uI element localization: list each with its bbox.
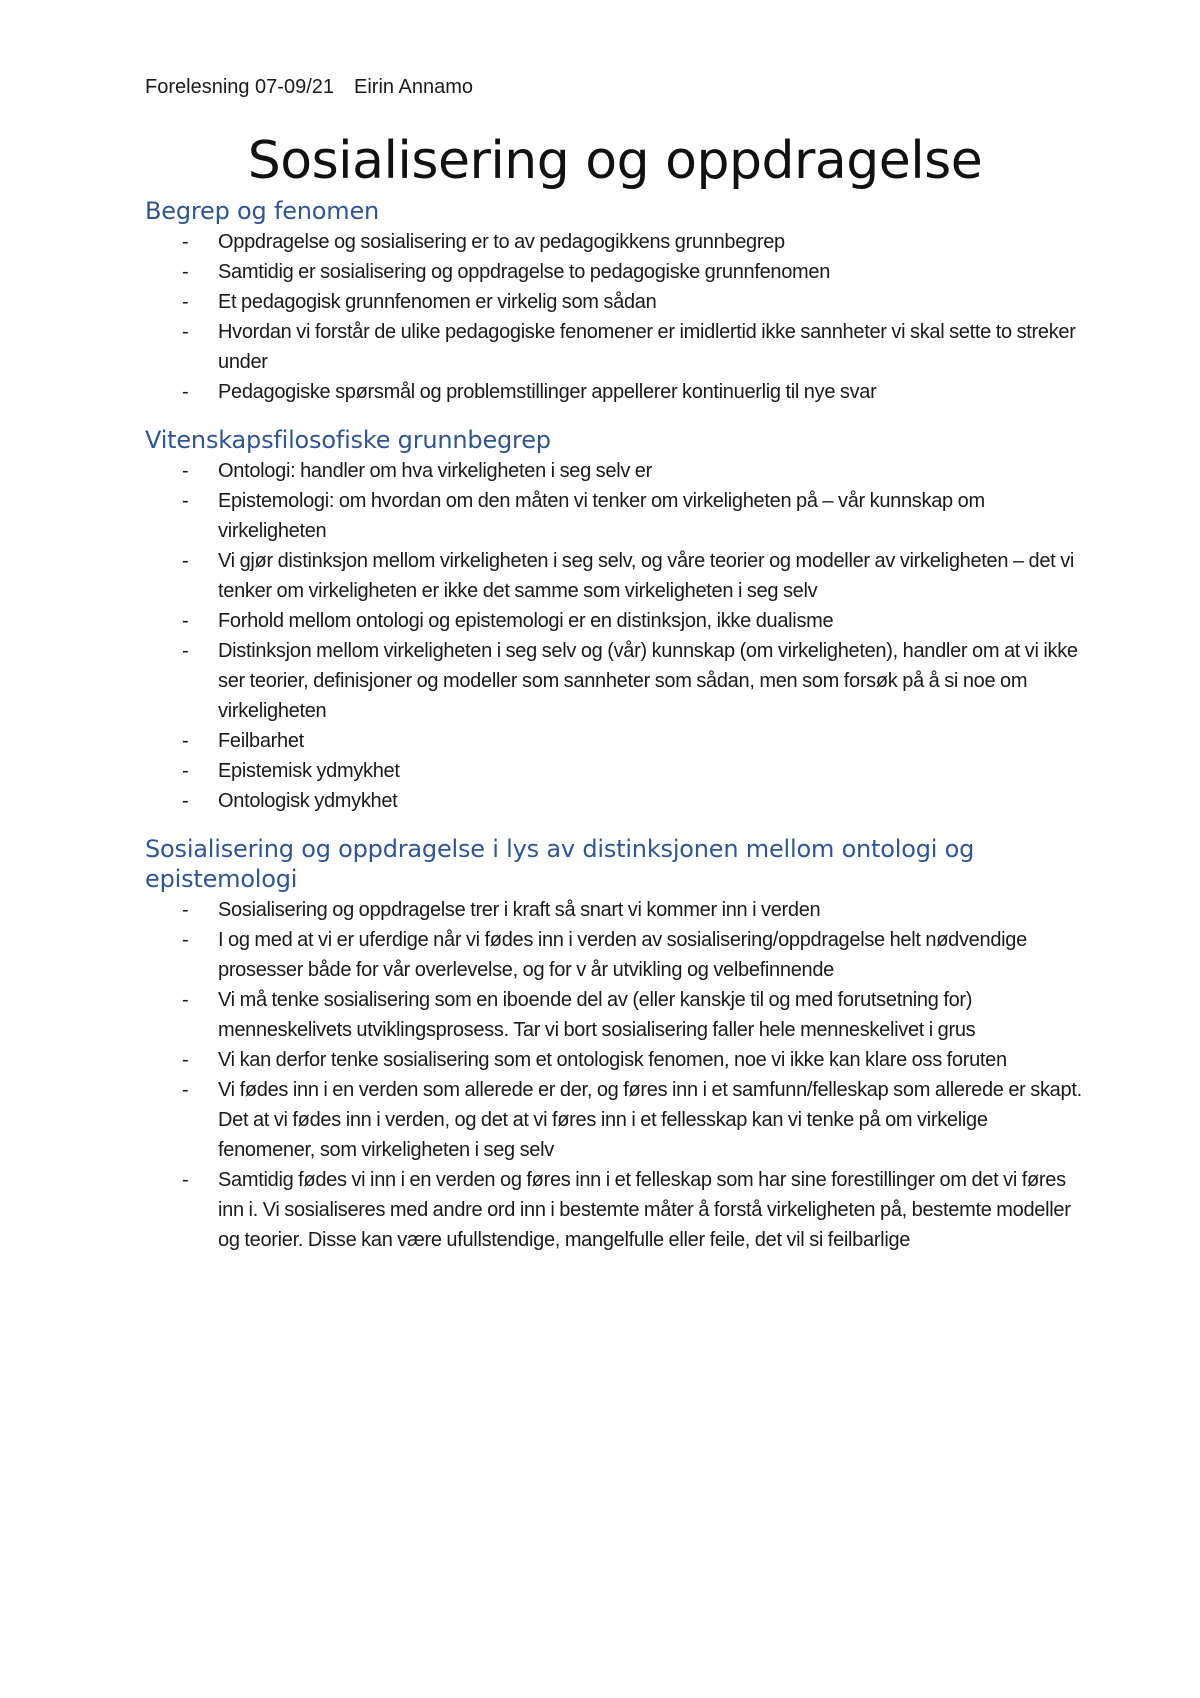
- list-item: [145, 486, 1085, 546]
- bullet-dash: -: [182, 291, 189, 313]
- list-item-text: Samtidig fødes vi inn i en verden og føres inn i et felleskap som har sine forestillinger om det vi føres inn i. Vi sosialiseres med andre ord inn i bestemte måter å forstå virkeligheten på, bestemte modeller og teorier. Disse kan være ufullstendige, mangelfulle eller feile, det vil si feilbarlige: [218, 1169, 1071, 1251]
- bullet-dash: -: [182, 381, 189, 403]
- list-item-text: Vi gjør distinksjon mellom virkeligheten i seg selv, og våre teorier og modeller av virkeligheten – det vi tenker om virkeligheten er ikke det samme som virkeligheten i seg selv: [218, 550, 1075, 602]
- bullet-list: [145, 895, 1085, 1255]
- page-header: [145, 72, 1085, 102]
- list-item: [145, 1165, 1085, 1255]
- section-begrep-og-fenomen: [145, 196, 1085, 407]
- bullet-dash: -: [182, 1049, 189, 1071]
- list-item-text: Samtidig er sosialisering og oppdragelse to pedagogiske grunnfenomen: [218, 261, 831, 283]
- section-vitenskapsfilosofiske-grunnbegrep: [145, 425, 1085, 816]
- list-item: [145, 1045, 1085, 1075]
- bullet-list: [145, 227, 1085, 407]
- bullet-list: [145, 456, 1085, 816]
- list-item: [145, 606, 1085, 636]
- list-item-text: Vi fødes inn i en verden som allerede er der, og føres inn i et samfunn/felleskap som allerede er skapt. Det at vi fødes inn i verden, og det at vi føres inn i et fellesskap kan vi tenke på om virkelige fenomener, som virkeligheten i seg selv: [218, 1079, 1082, 1161]
- bullet-dash: -: [182, 989, 189, 1011]
- document-title: Sosialisering og oppdragelse: [247, 131, 983, 191]
- list-item: [145, 636, 1085, 726]
- list-item: [145, 317, 1085, 377]
- list-item: [145, 756, 1085, 786]
- list-item: [145, 895, 1085, 925]
- list-item-text: Forhold mellom ontologi og epistemologi er en distinksjon, ikke dualisme: [218, 610, 834, 632]
- bullet-dash: -: [182, 899, 189, 921]
- bullet-dash: -: [182, 321, 189, 343]
- author-name: Eirin Annamo: [354, 76, 473, 98]
- list-item-text: Et pedagogisk grunnfenomen er virkelig som sådan: [218, 291, 657, 313]
- list-item-text: Hvordan vi forstår de ulike pedagogiske fenomener er imidlertid ikke sannheter vi skal sette to streker under: [218, 321, 1076, 373]
- list-item-text: Vi kan derfor tenke sosialisering som et ontologisk fenomen, noe vi ikke kan klare oss foruten: [218, 1049, 1007, 1071]
- list-item: [145, 985, 1085, 1045]
- bullet-dash: -: [182, 261, 189, 283]
- list-item: [145, 287, 1085, 317]
- list-item-text: I og med at vi er uferdige når vi fødes inn i verden av sosialisering/oppdragelse helt nødvendige prosesser både for vår overlevelse, og for v år utvikling og velbefinnende: [218, 929, 1027, 981]
- bullet-dash: -: [182, 231, 189, 253]
- bullet-dash: -: [182, 490, 189, 512]
- bullet-dash: -: [182, 640, 189, 662]
- section-heading: Begrep og fenomen: [145, 197, 380, 225]
- list-item: [145, 377, 1085, 407]
- bullet-dash: -: [182, 760, 189, 782]
- list-item: [145, 925, 1085, 985]
- section-heading: Vitenskapsfilosofiske grunnbegrep: [145, 426, 551, 454]
- list-item-text: Epistemologi: om hvordan om den måten vi tenker om virkeligheten på – vår kunnskap om virkeligheten: [218, 490, 985, 542]
- list-item-text: Vi må tenke sosialisering som en iboende del av (eller kanskje til og med forutsetning for) menneskelivets utviklingsprosess. Tar vi bort sosialisering faller hele menneskelivet i grus: [218, 989, 976, 1041]
- bullet-dash: -: [182, 550, 189, 572]
- section-heading: Sosialisering og oppdragelse i lys av distinksjonen mellom ontologi og epistemologi: [145, 835, 975, 893]
- section-sosialisering-i-lys-av-distinksjonen: [145, 834, 1085, 1255]
- bullet-dash: -: [182, 929, 189, 951]
- list-item-text: Ontologi: handler om hva virkeligheten i seg selv er: [218, 460, 652, 482]
- document-page: [145, 72, 1085, 1273]
- list-item-text: Pedagogiske spørsmål og problemstillinger appellerer kontinuerlig til nye svar: [218, 381, 877, 403]
- bullet-dash: -: [182, 460, 189, 482]
- bullet-dash: -: [182, 1079, 189, 1101]
- list-item: [145, 546, 1085, 606]
- list-item-text: Ontologisk ydmykhet: [218, 790, 398, 812]
- bullet-dash: -: [182, 610, 189, 632]
- list-item-text: Oppdragelse og sosialisering er to av pedagogikkens grunnbegrep: [218, 231, 785, 253]
- list-item: [145, 456, 1085, 486]
- list-item: [145, 257, 1085, 287]
- list-item: [145, 726, 1085, 756]
- list-item-text: Feilbarhet: [218, 730, 304, 752]
- lecture-date: Forelesning 07-09/21: [145, 76, 335, 98]
- bullet-dash: -: [182, 1169, 189, 1191]
- list-item-text: Epistemisk ydmykhet: [218, 760, 400, 782]
- list-item: [145, 786, 1085, 816]
- list-item: [145, 227, 1085, 257]
- list-item-text: Distinksjon mellom virkeligheten i seg selv og (vår) kunnskap (om virkeligheten), handler om at vi ikke ser teorier, definisjoner og modeller som sannheter som sådan, men som forsøk på å si noe om virkeligheten: [218, 640, 1078, 722]
- bullet-dash: -: [182, 790, 189, 812]
- list-item-text: Sosialisering og oppdragelse trer i kraft så snart vi kommer inn i verden: [218, 899, 821, 921]
- list-item: [145, 1075, 1085, 1165]
- bullet-dash: -: [182, 730, 189, 752]
